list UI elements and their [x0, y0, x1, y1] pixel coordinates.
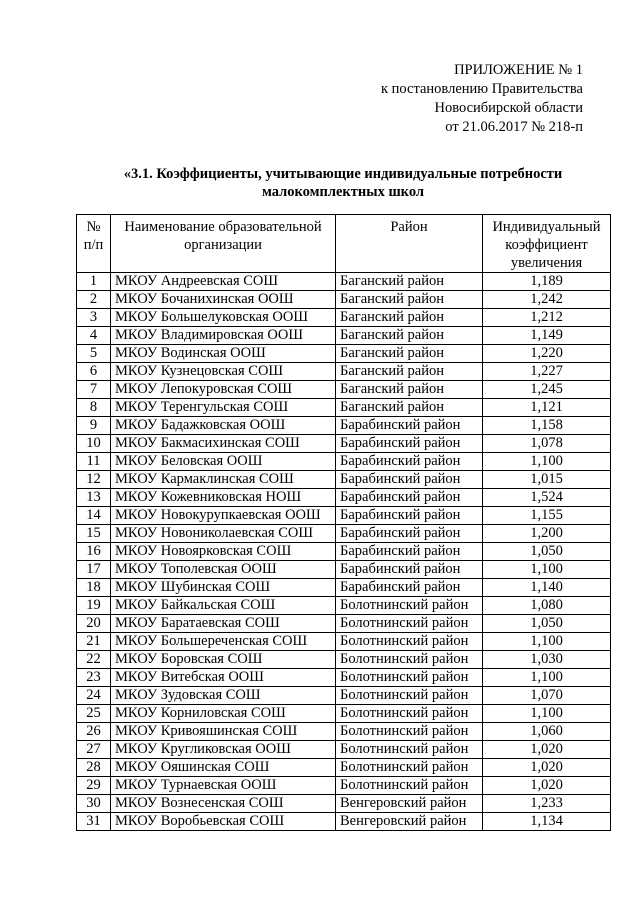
row-district: Болотнинский район — [336, 597, 483, 615]
header-coefficient-line-1: Индивидуальный — [492, 219, 601, 235]
row-district: Баганский район — [336, 273, 483, 291]
row-coefficient: 1,189 — [483, 273, 611, 291]
header-organization-line-1: Наименование образовательной — [124, 219, 322, 235]
row-organization: МКОУ Беловская ООШ — [111, 453, 336, 471]
row-organization: МКОУ Водинская ООШ — [111, 345, 336, 363]
row-district: Венгеровский район — [336, 795, 483, 813]
row-number: 9 — [77, 417, 111, 435]
table-row — [77, 363, 611, 381]
table-row — [77, 273, 611, 291]
row-organization: МКОУ Лепокуровская СОШ — [111, 381, 336, 399]
table-row — [77, 741, 611, 759]
row-organization: МКОУ Большелуковская ООШ — [111, 309, 336, 327]
table-row — [77, 759, 611, 777]
row-organization: МКОУ Ояшинская СОШ — [111, 759, 336, 777]
row-organization: МКОУ Новокурупкаевская ООШ — [111, 507, 336, 525]
row-coefficient: 1,140 — [483, 579, 611, 597]
row-organization: МКОУ Кузнецовская СОШ — [111, 363, 336, 381]
table-row — [77, 705, 611, 723]
row-district: Болотнинский район — [336, 651, 483, 669]
row-district: Барабинский район — [336, 435, 483, 453]
row-number: 2 — [77, 291, 111, 309]
row-organization: МКОУ Теренгульская СОШ — [111, 399, 336, 417]
row-number: 29 — [77, 777, 111, 795]
row-coefficient: 1,100 — [483, 705, 611, 723]
row-coefficient: 1,149 — [483, 327, 611, 345]
row-coefficient: 1,030 — [483, 651, 611, 669]
header-district — [336, 215, 483, 273]
row-coefficient: 1,020 — [483, 777, 611, 795]
row-number: 16 — [77, 543, 111, 561]
row-coefficient: 1,070 — [483, 687, 611, 705]
table-row — [77, 813, 611, 831]
row-organization: МКОУ Новониколаевская СОШ — [111, 525, 336, 543]
row-coefficient: 1,245 — [483, 381, 611, 399]
table-row — [77, 633, 611, 651]
row-coefficient: 1,015 — [483, 471, 611, 489]
row-district: Баганский район — [336, 345, 483, 363]
row-number: 3 — [77, 309, 111, 327]
row-number: 25 — [77, 705, 111, 723]
row-coefficient: 1,100 — [483, 633, 611, 651]
row-district: Баганский район — [336, 399, 483, 417]
row-number: 1 — [77, 273, 111, 291]
row-organization: МКОУ Новоярковская СОШ — [111, 543, 336, 561]
row-organization: МКОУ Баратаевская СОШ — [111, 615, 336, 633]
row-number: 7 — [77, 381, 111, 399]
row-number: 14 — [77, 507, 111, 525]
row-district: Баганский район — [336, 381, 483, 399]
row-organization: МКОУ Бочанихинская ООШ — [111, 291, 336, 309]
row-district: Болотнинский район — [336, 687, 483, 705]
row-organization: МКОУ Владимировская ООШ — [111, 327, 336, 345]
appendix-header — [381, 61, 583, 137]
row-coefficient: 1,212 — [483, 309, 611, 327]
row-district: Баганский район — [336, 309, 483, 327]
row-number: 12 — [77, 471, 111, 489]
table-row — [77, 525, 611, 543]
appendix-title: ПРИЛОЖЕНИЕ № 1 — [454, 62, 583, 78]
appendix-line-3: Новосибирской области — [434, 100, 583, 116]
row-number: 11 — [77, 453, 111, 471]
table-row — [77, 687, 611, 705]
row-number: 24 — [77, 687, 111, 705]
row-coefficient: 1,134 — [483, 813, 611, 831]
row-organization: МКОУ Большереченская СОШ — [111, 633, 336, 651]
row-coefficient: 1,233 — [483, 795, 611, 813]
table-row — [77, 651, 611, 669]
row-number: 18 — [77, 579, 111, 597]
table-row — [77, 543, 611, 561]
row-organization: МКОУ Бадажковская ООШ — [111, 417, 336, 435]
table-row — [77, 579, 611, 597]
row-organization: МКОУ Кривояшинская СОШ — [111, 723, 336, 741]
row-number: 30 — [77, 795, 111, 813]
row-coefficient: 1,050 — [483, 543, 611, 561]
row-district: Баганский район — [336, 327, 483, 345]
row-number: 17 — [77, 561, 111, 579]
row-coefficient: 1,155 — [483, 507, 611, 525]
row-organization: МКОУ Вознесенская СОШ — [111, 795, 336, 813]
row-district: Болотнинский район — [336, 777, 483, 795]
table-row — [77, 471, 611, 489]
row-district: Барабинский район — [336, 579, 483, 597]
row-coefficient: 1,100 — [483, 669, 611, 687]
row-district: Болотнинский район — [336, 741, 483, 759]
row-number: 23 — [77, 669, 111, 687]
table-row — [77, 489, 611, 507]
row-district: Барабинский район — [336, 543, 483, 561]
row-coefficient: 1,158 — [483, 417, 611, 435]
row-organization: МКОУ Бакмасихинская СОШ — [111, 435, 336, 453]
row-number: 27 — [77, 741, 111, 759]
table-body — [77, 273, 611, 831]
row-district: Барабинский район — [336, 417, 483, 435]
row-district: Барабинский район — [336, 507, 483, 525]
row-organization: МКОУ Боровская СОШ — [111, 651, 336, 669]
row-organization: МКОУ Кругликовская ООШ — [111, 741, 336, 759]
table-row — [77, 435, 611, 453]
row-district: Болотнинский район — [336, 723, 483, 741]
title-line-1: «3.1. Коэффициенты, учитывающие индивидуальные потребности — [123, 166, 563, 182]
row-coefficient: 1,060 — [483, 723, 611, 741]
document-title — [76, 165, 610, 201]
row-number: 6 — [77, 363, 111, 381]
header-number — [77, 215, 111, 273]
row-coefficient: 1,020 — [483, 759, 611, 777]
row-organization: МКОУ Зудовская СОШ — [111, 687, 336, 705]
row-district: Баганский район — [336, 363, 483, 381]
header-number-line-2: п/п — [83, 237, 104, 253]
row-coefficient: 1,524 — [483, 489, 611, 507]
header-coefficient-line-3: увеличения — [510, 255, 583, 271]
table-row — [77, 507, 611, 525]
title-line-2: малокомплектных школ — [261, 184, 425, 200]
row-organization: МКОУ Кармаклинская СОШ — [111, 471, 336, 489]
row-number: 26 — [77, 723, 111, 741]
row-coefficient: 1,100 — [483, 453, 611, 471]
table-row — [77, 453, 611, 471]
table-row — [77, 417, 611, 435]
row-coefficient: 1,050 — [483, 615, 611, 633]
header-organization-line-2: организации — [184, 237, 262, 253]
row-organization: МКОУ Байкальская СОШ — [111, 597, 336, 615]
row-organization: МКОУ Воробьевская СОШ — [111, 813, 336, 831]
row-number: 20 — [77, 615, 111, 633]
table-row — [77, 723, 611, 741]
appendix-date: от 21.06.2017 № 218-п — [445, 119, 583, 135]
header-district-label: Район — [390, 219, 428, 235]
row-district: Барабинский район — [336, 489, 483, 507]
row-number: 31 — [77, 813, 111, 831]
table-row — [77, 399, 611, 417]
row-coefficient: 1,100 — [483, 561, 611, 579]
row-number: 19 — [77, 597, 111, 615]
row-district: Баганский район — [336, 291, 483, 309]
row-number: 22 — [77, 651, 111, 669]
row-district: Барабинский район — [336, 561, 483, 579]
coefficients-table — [76, 214, 611, 831]
row-coefficient: 1,200 — [483, 525, 611, 543]
row-organization: МКОУ Тополевская ООШ — [111, 561, 336, 579]
table-row — [77, 561, 611, 579]
row-district: Барабинский район — [336, 471, 483, 489]
row-number: 21 — [77, 633, 111, 651]
row-number: 4 — [77, 327, 111, 345]
row-organization: МКОУ Шубинская СОШ — [111, 579, 336, 597]
row-organization: МКОУ Витебская ООШ — [111, 669, 336, 687]
table-row — [77, 777, 611, 795]
row-organization: МКОУ Андреевская СОШ — [111, 273, 336, 291]
row-coefficient: 1,242 — [483, 291, 611, 309]
row-number: 28 — [77, 759, 111, 777]
row-number: 10 — [77, 435, 111, 453]
row-organization: МКОУ Кожевниковская НОШ — [111, 489, 336, 507]
header-coefficient — [483, 215, 611, 273]
row-district: Венгеровский район — [336, 813, 483, 831]
row-number: 15 — [77, 525, 111, 543]
appendix-line-2: к постановлению Правительства — [381, 81, 583, 97]
table-row — [77, 291, 611, 309]
row-coefficient: 1,121 — [483, 399, 611, 417]
table-row — [77, 795, 611, 813]
row-coefficient: 1,020 — [483, 741, 611, 759]
row-district: Барабинский район — [336, 525, 483, 543]
row-coefficient: 1,227 — [483, 363, 611, 381]
table-row — [77, 345, 611, 363]
row-district: Барабинский район — [336, 453, 483, 471]
row-coefficient: 1,080 — [483, 597, 611, 615]
header-organization — [111, 215, 336, 273]
header-number-line-1: № — [86, 219, 101, 235]
row-coefficient: 1,220 — [483, 345, 611, 363]
row-number: 8 — [77, 399, 111, 417]
row-organization: МКОУ Корниловская СОШ — [111, 705, 336, 723]
row-number: 5 — [77, 345, 111, 363]
row-coefficient: 1,078 — [483, 435, 611, 453]
header-coefficient-line-2: коэффициент — [505, 237, 588, 253]
table-row — [77, 597, 611, 615]
table-row — [77, 381, 611, 399]
row-district: Болотнинский район — [336, 615, 483, 633]
row-district: Болотнинский район — [336, 705, 483, 723]
row-organization: МКОУ Турнаевская ООШ — [111, 777, 336, 795]
row-number: 13 — [77, 489, 111, 507]
table-row — [77, 669, 611, 687]
table-header-row — [77, 215, 611, 273]
row-district: Болотнинский район — [336, 759, 483, 777]
table-row — [77, 309, 611, 327]
table-row — [77, 327, 611, 345]
row-district: Болотнинский район — [336, 669, 483, 687]
table-row — [77, 615, 611, 633]
row-district: Болотнинский район — [336, 633, 483, 651]
